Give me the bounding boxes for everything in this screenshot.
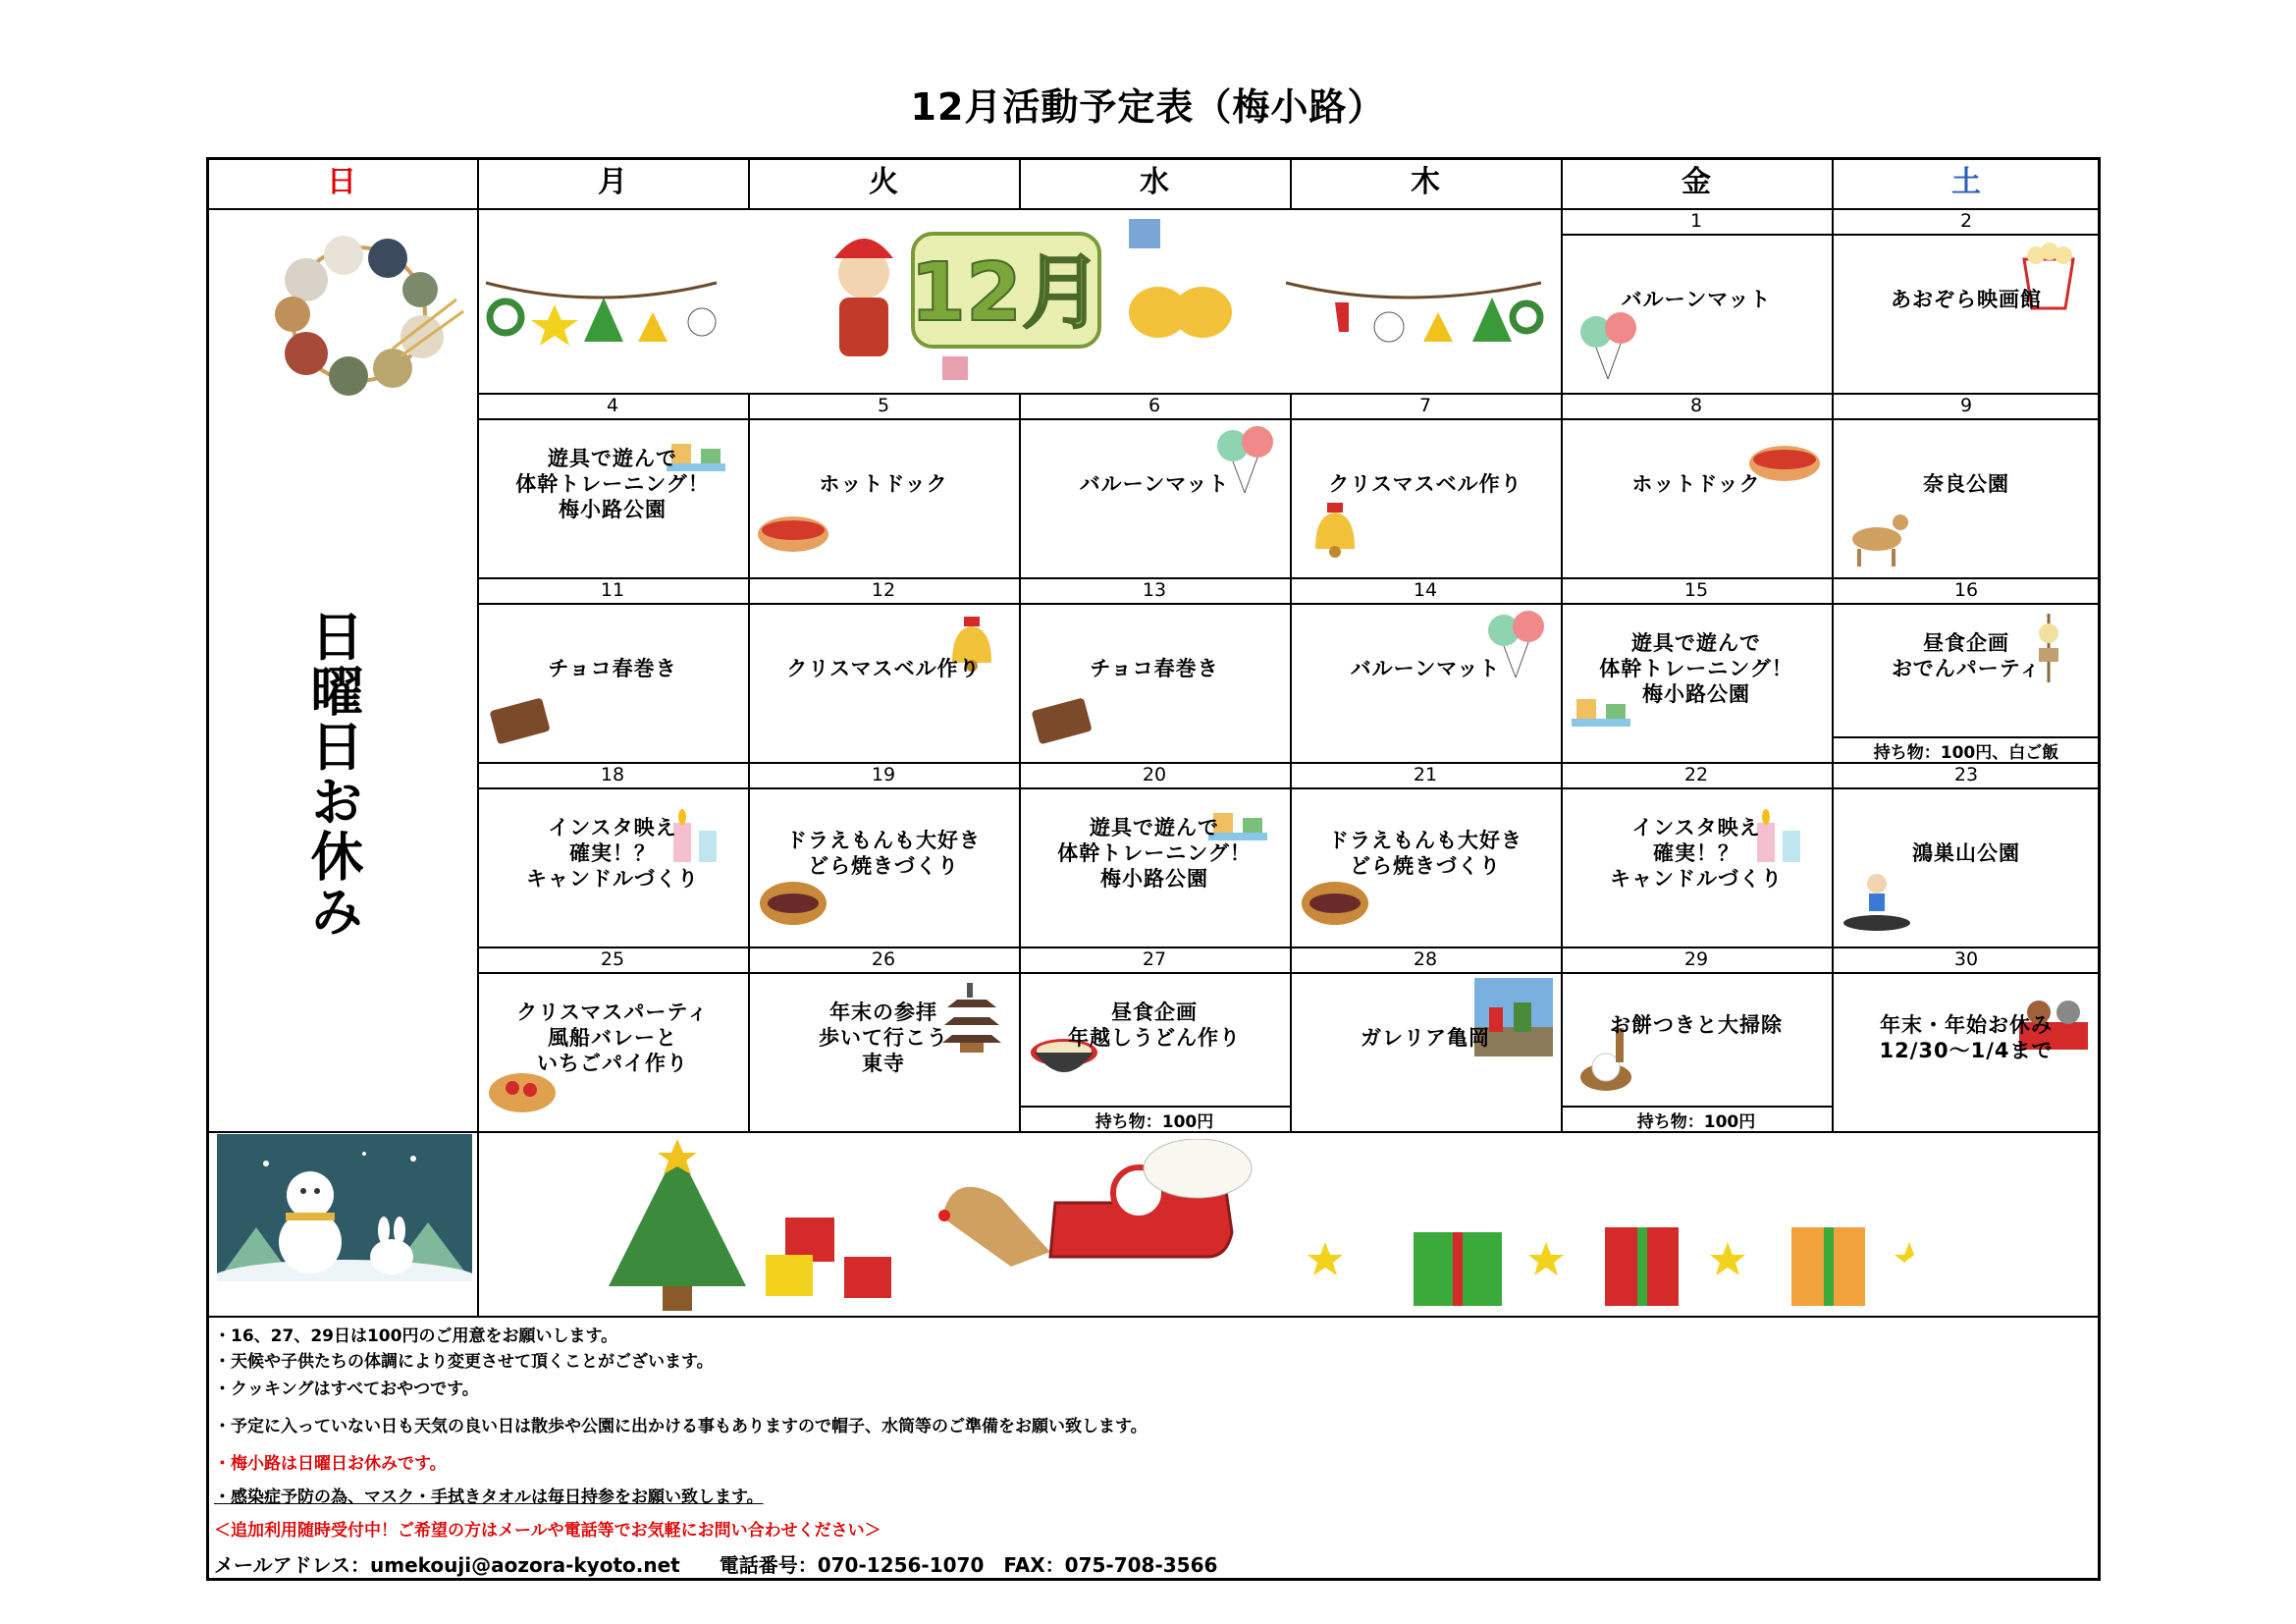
grid-line bbox=[748, 762, 750, 947]
activity-label: ホットドック bbox=[819, 472, 948, 496]
grid-line bbox=[477, 762, 479, 947]
footer-note: メールアドレス：umekouji@aozora-kyoto.net 電話番号：070-1256-1070 FAX：075-708-3566 bbox=[214, 1553, 1218, 1577]
grid-line bbox=[477, 787, 2101, 789]
day-number: 15 bbox=[1683, 579, 1709, 601]
activity-label: クリスマスベル作り bbox=[786, 657, 981, 680]
day-number: 7 bbox=[1418, 395, 1432, 416]
day-number: 1 bbox=[1689, 210, 1703, 232]
grid-line bbox=[1832, 947, 1834, 1131]
day-number: 12 bbox=[871, 579, 896, 601]
activity-label: インスタ映え 確実！？ キャンドルづくり bbox=[526, 816, 699, 891]
activity-label: チョコ春巻き bbox=[1090, 657, 1219, 680]
activity-label: 奈良公園 bbox=[1923, 472, 2009, 496]
grid-line bbox=[1561, 393, 1563, 577]
weekday-6: 土 bbox=[1951, 165, 1981, 199]
grid-line bbox=[477, 1131, 479, 1316]
day-number: 11 bbox=[600, 579, 625, 601]
activity-label: ガレリア亀岡 bbox=[1361, 1026, 1490, 1050]
day-number: 14 bbox=[1413, 579, 1438, 601]
activity-label: 年末・年始お休み 12/30～1/4まで bbox=[1879, 1013, 2054, 1062]
activity-label: チョコ春巻き bbox=[548, 657, 677, 680]
activity-label: ドラえもんも大好き どら焼きづくり bbox=[786, 829, 981, 878]
day-number: 22 bbox=[1683, 764, 1709, 785]
activity-label: 遊具で遊んで 体幹トレーニング！ 梅小路公園 bbox=[515, 447, 710, 521]
day-number: 4 bbox=[606, 395, 619, 416]
grid-line bbox=[1561, 947, 1563, 1131]
weekday-3: 水 bbox=[1140, 165, 1169, 199]
activity-label: 昼食企画 おでんパーティ bbox=[1891, 631, 2042, 680]
day-number: 27 bbox=[1142, 948, 1167, 970]
day-number: 18 bbox=[600, 764, 625, 785]
grid-line bbox=[477, 418, 2101, 420]
activity-label: バルーンマット bbox=[1621, 288, 1772, 311]
december-banner-garland bbox=[481, 214, 1551, 389]
activity-label: ホットドック bbox=[1631, 472, 1761, 496]
footer-note: ・梅小路は日曜日お休みです。 bbox=[214, 1454, 447, 1474]
day-number: 20 bbox=[1142, 764, 1167, 785]
snowman-winter-icon bbox=[217, 1134, 472, 1281]
day-number: 30 bbox=[1953, 948, 1979, 970]
day-number: 29 bbox=[1683, 948, 1709, 970]
activity-label: お餅つきと大掃除 bbox=[1610, 1013, 1783, 1037]
day-number: 26 bbox=[871, 948, 896, 970]
day-number: 23 bbox=[1953, 764, 1979, 785]
footer-note: ・天候や子供たちの体調により変更させて頂くことがございます。 bbox=[214, 1352, 714, 1372]
activity-label: クリスマスパーティ 風船バレーと いちごパイ作り bbox=[516, 1001, 709, 1075]
grid-line bbox=[1832, 208, 1834, 393]
activity-label: 昼食企画 年越しうどん作り bbox=[1068, 1001, 1241, 1050]
grid-line bbox=[1561, 762, 1563, 947]
day-number: 5 bbox=[877, 395, 890, 416]
christmas-decoration-row bbox=[589, 1139, 1914, 1316]
grid-line bbox=[1019, 762, 1021, 947]
belongings-note: 持ち物：100円、白ご飯 bbox=[1873, 743, 2059, 763]
activity-label: 遊具で遊んで 体幹トレーニング！ 梅小路公園 bbox=[1599, 631, 1793, 706]
grid-line bbox=[477, 577, 479, 762]
day-number: 6 bbox=[1148, 395, 1161, 416]
day-number: 2 bbox=[1959, 210, 1973, 232]
grid-line bbox=[1019, 577, 1021, 762]
grid-line bbox=[1561, 577, 1563, 762]
grid-line bbox=[1832, 393, 1834, 577]
activity-label: ドラえもんも大好き どら焼きづくり bbox=[1328, 829, 1522, 878]
weekday-2: 火 bbox=[869, 165, 898, 199]
activity-label: インスタ映え 確実！？ キャンドルづくり bbox=[1610, 816, 1783, 891]
day-number: 16 bbox=[1953, 579, 1979, 601]
grid-line bbox=[206, 1316, 2101, 1318]
belongings-note: 持ち物：100円 bbox=[1636, 1112, 1756, 1132]
sunday-closed-label: 日曜日お休み bbox=[302, 609, 364, 939]
page-title: 12月活動予定表（梅小路） bbox=[910, 85, 1386, 129]
grid-line bbox=[1832, 577, 1834, 762]
activity-label: 遊具で遊んで 体幹トレーニング！ 梅小路公園 bbox=[1057, 816, 1252, 891]
svg-text:12月: 12月 bbox=[909, 246, 1103, 340]
grid-line bbox=[1290, 947, 1292, 1131]
day-number: 9 bbox=[1959, 395, 1973, 416]
activity-label: あおぞら映画館 bbox=[1891, 288, 2042, 311]
grid-line bbox=[1019, 947, 1021, 1131]
wreath-icon bbox=[245, 221, 471, 407]
grid-line bbox=[1561, 208, 1563, 393]
activity-label: バルーンマット bbox=[1350, 657, 1501, 680]
grid-line bbox=[1019, 393, 1021, 577]
footer-note: ＜追加利用随時受付中！ご希望の方はメールや電話等でお気軽にお問い合わせください＞ bbox=[214, 1521, 881, 1541]
weekday-4: 木 bbox=[1411, 165, 1440, 199]
footer-note: ・クッキングはすべておやつです。 bbox=[214, 1380, 479, 1399]
day-number: 13 bbox=[1142, 579, 1167, 601]
activity-label: 鴻巣山公園 bbox=[1912, 841, 2020, 865]
activity-label: 年末の参拝 歩いて行こう 東寺 bbox=[819, 1001, 948, 1075]
day-number: 8 bbox=[1689, 395, 1703, 416]
day-number: 19 bbox=[871, 764, 896, 785]
weekday-0: 日 bbox=[327, 165, 356, 199]
weekday-5: 金 bbox=[1682, 165, 1711, 199]
footer-note: ・予定に入っていない日も天気の良い日は散歩や公園に出かける事もありますので帽子、水筒等のご準備をお願い致します。 bbox=[214, 1417, 1148, 1436]
grid-line bbox=[1561, 234, 2101, 236]
banner-month-label bbox=[910, 234, 1102, 347]
grid-line bbox=[1290, 577, 1292, 762]
grid-line bbox=[477, 603, 2101, 605]
belongings-note: 持ち物：100円 bbox=[1095, 1112, 1214, 1132]
grid-line bbox=[477, 972, 2101, 974]
activity-label: クリスマスベル作り bbox=[1328, 472, 1522, 496]
grid-line bbox=[1290, 762, 1292, 947]
grid-line bbox=[748, 577, 750, 762]
grid-line bbox=[477, 393, 479, 577]
day-number: 21 bbox=[1413, 764, 1438, 785]
grid-line bbox=[748, 947, 750, 1131]
grid-line bbox=[1832, 762, 1834, 947]
grid-line bbox=[1290, 393, 1292, 577]
footer-note: ・感染症予防の為、マスク・手拭きタオルは毎日持参をお願い致します。 bbox=[214, 1488, 764, 1507]
grid-line bbox=[477, 947, 479, 1131]
day-number: 28 bbox=[1413, 948, 1438, 970]
footer-note: ・16、27、29日は100円のご用意をお願いします。 bbox=[214, 1326, 618, 1346]
activity-label: バルーンマット bbox=[1079, 472, 1230, 496]
weekday-1: 月 bbox=[598, 165, 627, 199]
grid-line bbox=[748, 393, 750, 577]
day-number: 25 bbox=[600, 948, 625, 970]
